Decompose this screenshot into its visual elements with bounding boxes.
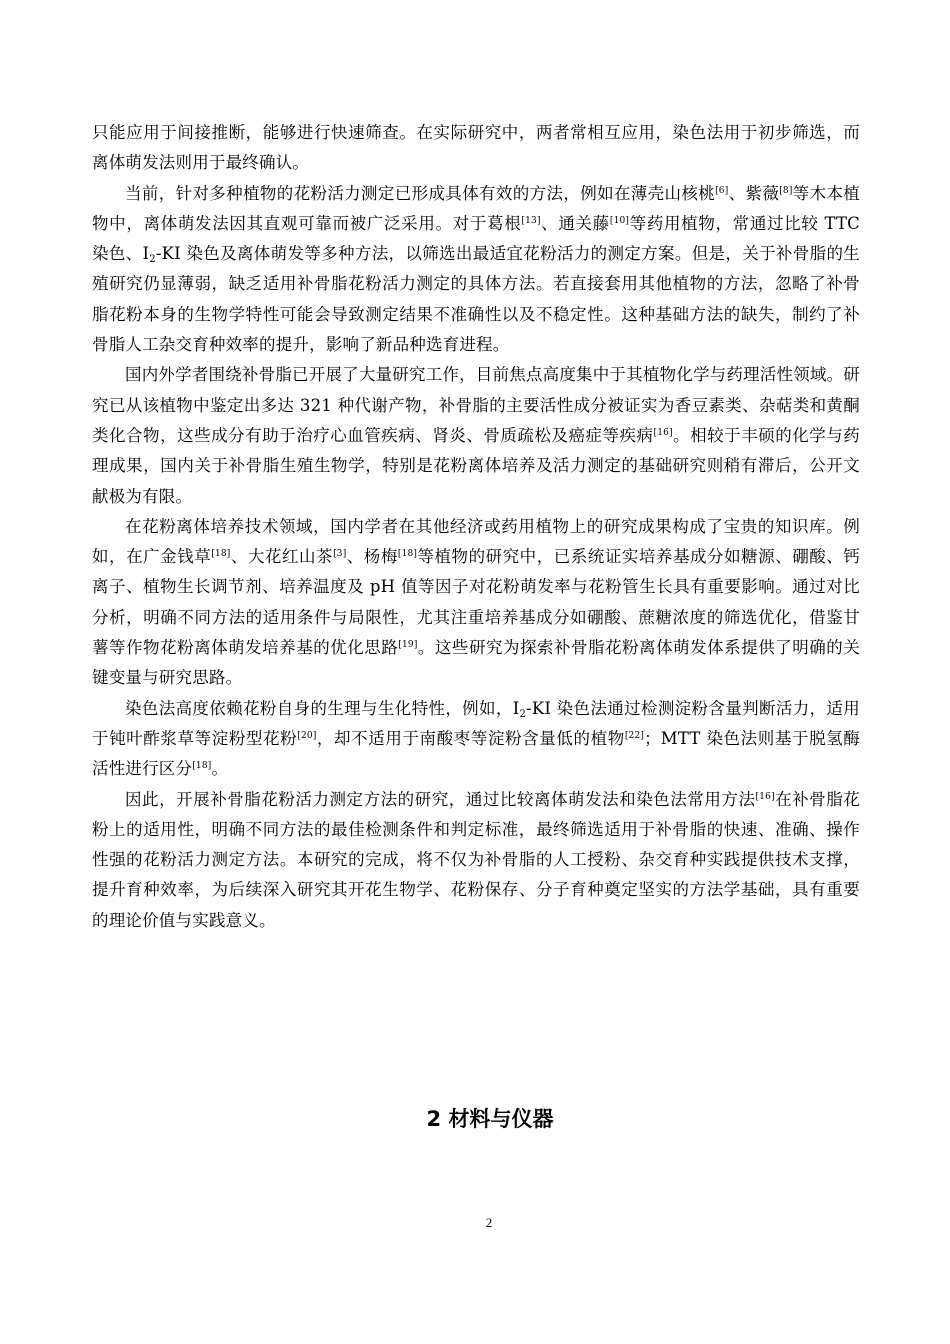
citation-marker: [16] [653, 427, 673, 438]
body-paragraph [92, 179, 860, 361]
body-paragraph [92, 512, 860, 694]
citation-marker: [13] [521, 215, 541, 226]
body-paragraph [92, 785, 860, 936]
paragraph-text: 。 [211, 759, 229, 779]
paragraph-text: 染色法高度依赖花粉自身的生理与生化特性，例如，I [125, 698, 520, 718]
paragraph-text: 等药用植物，常通过比较 TTC 染色、I [92, 213, 861, 264]
section-heading: 2 材料与仪器 [426, 1107, 554, 1131]
citation-marker: [22] [624, 730, 645, 741]
citation-marker: [18] [192, 761, 212, 772]
body-paragraph [92, 694, 860, 785]
paragraph-text: -KI 染色法通过检测淀粉含量判断活力，适用于钝叶酢浆草等淀粉型花粉 [92, 698, 860, 748]
paragraph-text: 、大花红山茶 [230, 547, 334, 567]
page-number: 2 [485, 1215, 493, 1230]
paragraph-text: 等植物的研究中，已系统证实培养基成分如糖源、硼酸、钙离子、植物生长调节剂、培养温度及 pH 值等因子对花粉萌发率与花粉管生长具有重要影响。通过对比分析，明确不同方法的适用条件与局限性，尤其注重培养基成分如硼酸、蔗糖浓度的筛选优化，借鉴甘薯等作物花粉离体萌发培养基的优化思路 [92, 547, 861, 658]
paragraph-text: 在花粉离体培养技术领域，国内学者在其他经济或药用植物上的研究成果构成了宝贵的知识库。例如，在广金钱草 [92, 516, 860, 567]
paragraph-text: -KI 染色及离体萌发等多种方法，以筛选出最适宜花粉活力的测定方案。但是，关于补骨脂的生殖研究仍显薄弱，缺乏适用补骨脂花粉活力测定的具体方法。若直接套用其他植物的方法，忽略了补骨脂花粉本身的生物学特性可能会导致测定结果不准确性以及不稳定性。这种基础方法的缺失，制约了补骨脂人工杂交育种效率的提升，影响了新品种选育进程。 [92, 244, 860, 355]
citation-marker: [8] [779, 185, 793, 196]
paragraph-text: ，却不适用于南酸枣等淀粉含量低的植物 [316, 728, 625, 748]
citation-marker: [20] [297, 730, 317, 741]
paragraph-text: 因此，开展补骨脂花粉活力测定方法的研究，通过比较离体萌发法和染色法常用方法 [125, 789, 756, 809]
paragraph-text: 国内外学者围绕补骨脂已开展了大量研究工作，目前焦点高度集中于其植物化学与药理活性领域。研究已从该植物中鉴定出多达 321 种代谢产物，补骨脂的主要活性成分被证实为香豆素类、杂萜类和黄酮类化合物，这些成分有助于治疗心血管疾病、肾炎、骨质疏松及癌症等疾病 [92, 365, 860, 445]
paragraph-text: 。这些研究为探索补骨脂花粉离体萌发体系提供了明确的关键变量与研究思路。 [92, 638, 860, 688]
citation-marker: [18] [211, 549, 231, 560]
subscript-text: 2 [519, 708, 527, 720]
paragraph-text: 、紫薇 [728, 183, 780, 203]
paragraph-text: 、通关藤 [540, 213, 610, 233]
body-paragraph [92, 118, 860, 179]
citation-marker: [18] [397, 549, 418, 560]
body-text [92, 118, 860, 936]
paragraph-text: 、杨梅 [346, 547, 398, 567]
paragraph-text: 只能应用于间接推断，能够进行快速筛查。在实际研究中，两者常相互应用，染色法用于初步筛选，而离体萌发法则用于最终确认。 [92, 123, 860, 173]
body-paragraph [92, 360, 860, 511]
citation-marker: [3] [333, 549, 347, 560]
paragraph-text: 等木本植物中，离体萌发法因其直观可靠而被广泛采用。对于葛根 [92, 183, 861, 233]
paragraph-text: ；MTT 染色法则基于脱氢酶活性进行区分 [92, 728, 860, 779]
citation-marker: [10] [609, 215, 630, 226]
subscript-text: 2 [149, 254, 156, 266]
citation-marker: [6] [715, 185, 729, 196]
citation-marker: [19] [398, 640, 418, 651]
paragraph-text: 。相较于丰硕的化学与药理成果，国内关于补骨脂生殖生物学，特别是花粉离体培养及活力测定的基础研究则稍有滞后，公开文献极为有限。 [92, 425, 860, 506]
paragraph-text: 当前，针对多种植物的花粉活力测定已形成具体有效的方法，例如在薄壳山核桃 [125, 183, 716, 203]
paragraph-text: 在补骨脂花粉上的适用性，明确不同方法的最佳检测条件和判定标准，最终筛选适用于补骨脂的快速、准确、操作性强的花粉活力测定方法。本研究的完成，将不仅为补骨脂的人工授粉、杂交育种实践提供技术支撑，提升育种效率，为后续深入研究其开花生物学、花粉保存、分子育种奠定坚实的方法学基础，具有重要的理论价值与实践意义。 [92, 789, 861, 930]
citation-marker: [16] [755, 791, 775, 802]
